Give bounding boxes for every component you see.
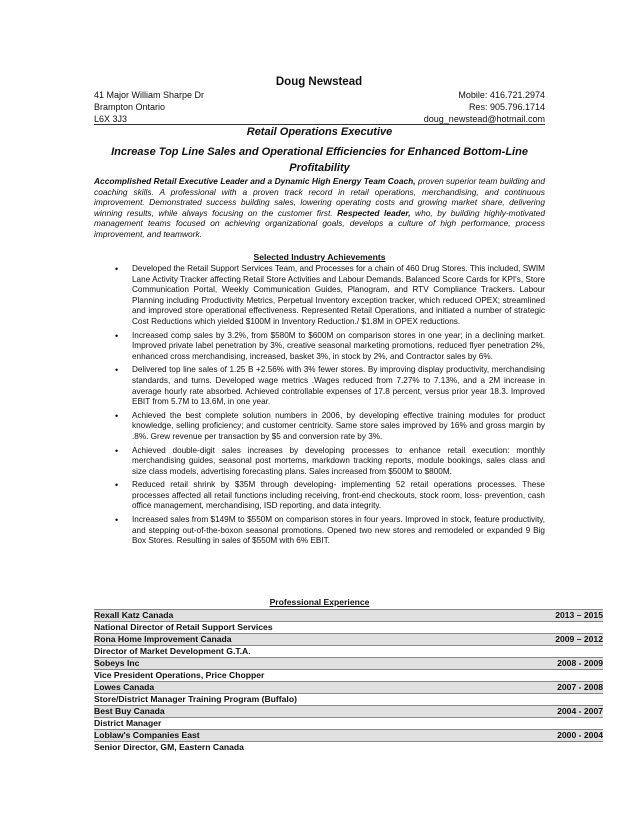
table-row	[94, 609, 603, 622]
headline-line-2: Profitability	[289, 162, 350, 174]
job-role: Vice President Operations, Price Chopper	[94, 670, 265, 680]
table-row	[94, 646, 603, 657]
list-item: • Reduced retail shrink by $35M through developing- implementing 52 retail operations processes. These processes affected all retail functions including receiving, front-end checkouts, stock room, loss- prevention, cash office management, merchandising, ISD reporting, and data integrity.	[115, 480, 545, 511]
table-row	[94, 622, 603, 633]
address-line-2: Brampton Ontario	[94, 102, 166, 112]
table-row	[94, 633, 603, 646]
experience-table	[94, 609, 603, 753]
table-row	[94, 742, 603, 753]
contact-block	[94, 89, 545, 125]
email-address[interactable]: doug_newstead@hotmail.com	[423, 114, 545, 124]
employment-dates: 2013 – 2015	[555, 610, 603, 620]
company-name: Lowes Canada	[94, 682, 155, 692]
job-role: District Manager	[94, 718, 162, 728]
company-name: Rexall Katz Canada	[94, 610, 174, 620]
list-item: • Increased comp sales by 3.2%, from $580M to $600M on comparison stores in one year; in a declining market. Improved private label penetration by 3%, creative seasonal marketing promotions, reduced flyer penetration 2%, enhanced cross merchandising, increased, basket 3%, in stock by 2%, and Contractor sales by 6%.	[115, 330, 545, 361]
company-name: Sobeys Inc	[94, 658, 140, 668]
bullet-icon: •	[115, 365, 119, 376]
employment-dates: 2007 - 2008	[557, 682, 603, 692]
table-row	[94, 705, 603, 718]
summary-paragraph	[94, 176, 545, 240]
achievements-list	[112, 264, 545, 550]
employment-dates: 2004 - 2007	[557, 706, 603, 716]
achievements-heading: Selected Industry Achievements	[253, 252, 386, 262]
job-role: Senior Director, GM, Eastern Canada	[94, 742, 244, 752]
list-item: • Delivered top line sales of 1.25 B +2.56% with 3% fewer stores. By improving display productivity, merchandising standards, and turns. Developed wage metrics .Wages reduced from 7.27% to 7.13%, and a 2M increase in average hourly rate absorbed. Achieved controllable expenses of 17.8 percent, versus prior year 18.3. Improved EBIT from 5.7M to 13.6M, in one year.	[115, 365, 545, 407]
job-role: Store/District Manager Training Program (Buffalo)	[94, 694, 297, 704]
employment-dates: 2000 - 2004	[557, 730, 603, 740]
headline-line-1: Increase Top Line Sales and Operational Efficiencies for Enhanced Bottom-Line	[111, 146, 528, 158]
bullet-icon: •	[115, 264, 119, 274]
bullet-icon: •	[115, 480, 119, 491]
company-name: Loblaw's Companies East	[94, 730, 200, 740]
list-item: • Achieved the best complete solution numbers in 2006, by developing effective training modules for product knowledge, selling proficiency; and customer centricity. Same store sales improved by 16% and gross margin by .8%. Grew revenue per transaction by $5 and conversion rate by 3%.	[115, 410, 545, 441]
employment-dates: 2008 - 2009	[557, 658, 603, 668]
table-row	[94, 670, 603, 681]
job-role: Director of Market Development G.T.A.	[94, 646, 251, 656]
table-row	[94, 657, 603, 670]
table-row	[94, 718, 603, 729]
table-row	[94, 694, 603, 705]
summary-lead: Accomplished Retail Executive Leader and a Dynamic High Energy Team Coach,	[94, 176, 416, 186]
list-item: • Increased sales from $149M to $550M on comparison stores in four years. Improved in stock, feature productivity, and stepping out-of-the-boxon seasonal promotions. Opened two new stores and remodeled or expanded 9 Big Box Stores. Resulting in sales of $550M with 6% EBIT.	[115, 515, 545, 546]
headline	[94, 144, 545, 176]
bullet-icon: •	[115, 515, 119, 526]
company-name: Rona Home Improvement Canada	[94, 634, 232, 644]
address-line-3: L6X 3J3	[94, 114, 128, 124]
header-divider	[94, 124, 545, 125]
summary-bold-2: Respected leader,	[337, 207, 411, 218]
mobile-phone: Mobile: 416.721.2974	[458, 90, 545, 100]
bullet-icon: •	[115, 445, 119, 456]
summary-text-1: proven superior team building and coaching skills. A professional with a proven track record in retail operations, merchandising, and continuous improvement. Demonstrated success building sales, lowering operating costs and growing market share, delivering winning results, while always focusing on the customer first.	[94, 176, 545, 218]
list-item: • Achieved double-digit sales increases by developing processes to enhance retail execution: monthly merchandising guides, seasonal post mortems, markdown tracking reports, module bookings, sales class and size class models, advertising forecasting plans. Sales increased from $500M to $800M.	[115, 445, 545, 476]
summary-text-2: who, by building highly-motivated management teams focused on achieving organizational goals, develops a culture of high performance, process improvement, and teamwork.	[94, 207, 545, 239]
address-line-1: 41 Major William Sharpe Dr	[94, 90, 205, 100]
candidate-name: Doug Newstead	[275, 76, 363, 88]
employment-dates: 2009 – 2012	[555, 634, 603, 644]
experience-heading: Professional Experience	[269, 597, 370, 607]
professional-title: Retail Operations Executive	[246, 126, 393, 138]
list-item: • Developed the Retail Support Services Team, and Processes for a chain of 460 Drug Stores. This included, SWIM Lane Activity Tracker affecting Retail Store Activities and Labour Demands. Balanced Score Cards for KPI's, Store Communication Portal, Weekly Communication Guides, Planogram, and RTV Compliance Trackers. Labour Planning including Productivity Metrics, Perpetual Inventory exception tracker, which reduced OPEX; streamlined and improved store operational effectiveness. Represented Retail Operations, and initiated a number of strategic Cost Reductions which yielded $100M in Inventory Reduction./ $1.8M in OPEX reductions.	[115, 264, 545, 326]
job-role: National Director of Retail Support Services	[94, 622, 273, 632]
bullet-icon: •	[115, 330, 119, 341]
residence-phone: Res: 905.796.1714	[468, 102, 545, 112]
table-row	[94, 729, 603, 742]
table-row	[94, 681, 603, 694]
bullet-icon: •	[115, 410, 119, 421]
company-name: Best Buy Canada	[94, 706, 165, 716]
